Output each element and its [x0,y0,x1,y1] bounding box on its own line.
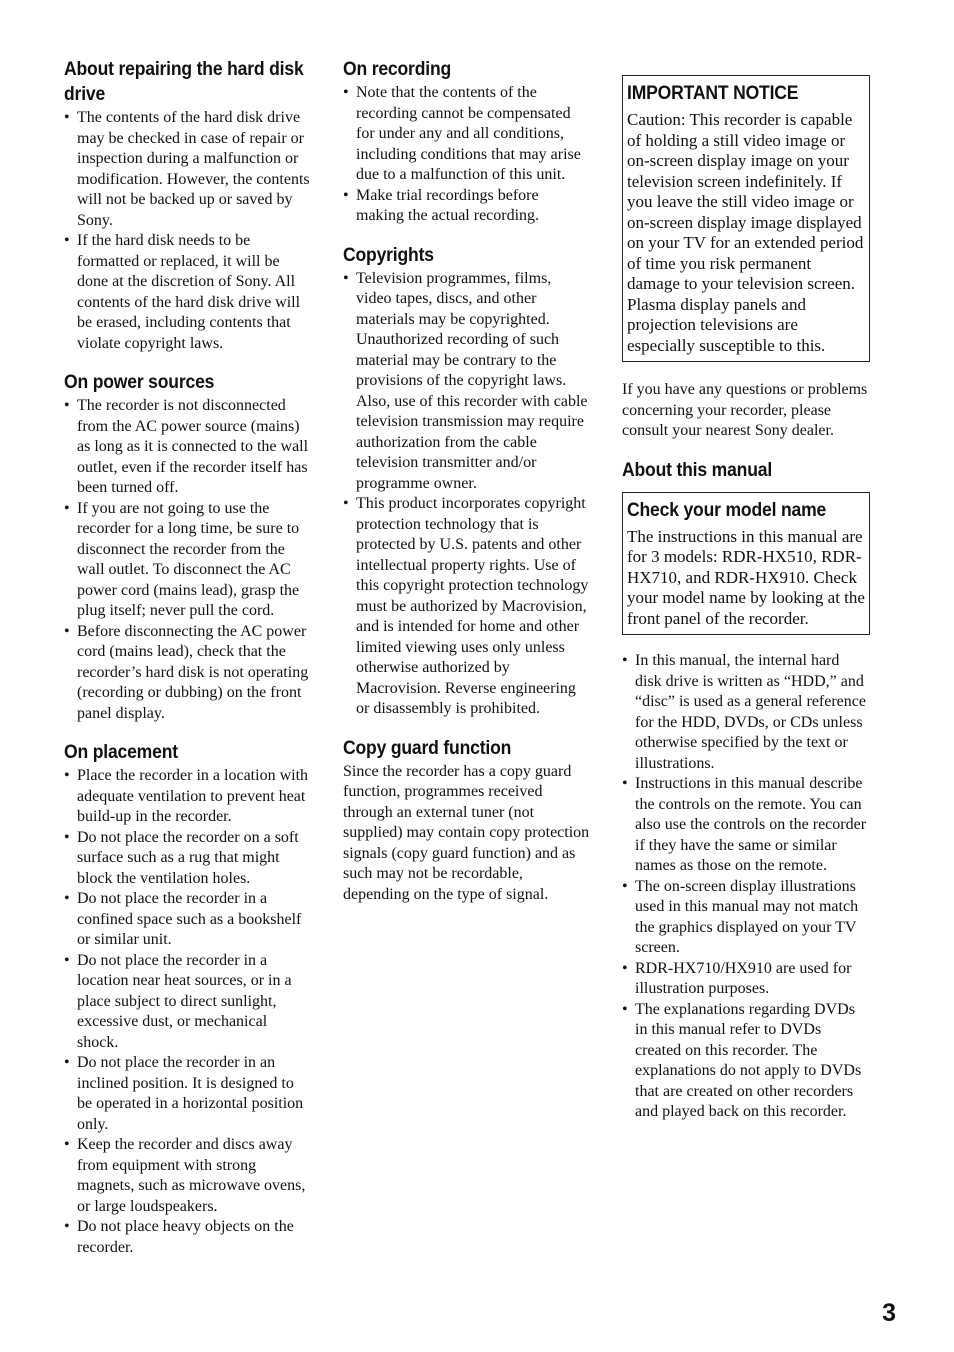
model-name-box [622,492,870,636]
section-copyrights [343,243,590,720]
list-item: • Place the recorder in a location with adequate ventilation to prevent heat build-up in the recorder. [64,766,310,828]
heading-about-manual: About this manual [622,458,773,481]
model-name-text: The instructions in this manual are for 3 models: RDR-HX510, RDR-HX710, and RDR-HX910. Check your model name by looking at the front panel of the recorder. [627,526,865,628]
list-placement [64,766,310,1258]
column-left [64,57,310,1274]
list-item: • Do not place the recorder on a soft surface such as a rug that might block the ventilation holes. [64,828,310,890]
list-recording [343,83,590,227]
heading-repairing: About repairing the hard disk drive [64,58,304,105]
list-copyrights [343,269,590,720]
list-item: • Before disconnecting the AC power cord (mains lead), check that the recorder’s hard disk is not operating (recording or dubbing) on the front panel display. [64,622,310,725]
heading-recording: On recording [343,58,452,80]
heading-power-sources: On power sources [64,371,215,393]
important-notice-text: Caution: This recorder is capable of holding a still video image or on-screen display image on your television screen indefinitely. If you leave the still video image or on-screen display image displayed on your TV for an extended period of time you risk permanent damage to your television screen. Plasma display panels and projection televisions are especially susceptible to this. [627,110,864,355]
list-item: • Do not place heavy objects on the recorder. [64,1217,310,1258]
heading-placement: On placement [64,741,178,763]
list-item: • Make trial recordings before making the actual recording. [343,186,590,227]
heading-copy-guard: Copy guard function [343,736,512,759]
important-notice-box [622,75,870,362]
list-item: • Note that the contents of the recording cannot be compensated for under any and all conditions, including conditions that may arise due to a malfunction of this unit. [343,83,590,186]
list-item: • If you are not going to use the recorder for a long time, be sure to disconnect the recorder from the wall outlet. To disconnect the AC power cord (mains lead), grasp the plug itself; never pull the cord. [64,499,310,622]
list-item: • Do not place the recorder in an inclined position. It is designed to be operated in a horizontal position only. [64,1053,310,1135]
list-about-manual [622,651,870,1123]
copy-guard-paragraph: Since the recorder has a copy guard function, programmes received through an external tuner (not supplied) may contain copy protection signals (copy guard function) and as such may not be recordable, depending on the type of signal. [343,762,590,903]
list-item: • Keep the recorder and discs away from equipment with strong magnets, such as microwave ovens, or large loudspeakers. [64,1135,310,1217]
column-right [622,75,870,1123]
list-item: • Television programmes, films, video tapes, discs, and other materials may be copyrighted. Unauthorized recording of such material may be contrary to the provisions of the copyright laws. Also, use of this recorder with cable television transmission may require authorization from the cable television transmitter and/or programme owner. [343,269,590,495]
section-power-sources [64,370,310,724]
section-repairing [64,57,310,354]
heading-copyrights: Copyrights [343,243,434,266]
list-item: • RDR-HX710/HX910 are used for illustration purposes. [622,959,870,1000]
section-copy-guard [343,736,590,906]
list-item: • The recorder is not disconnected from the AC power source (mains) as long as it is connected to the wall outlet, even if the recorder itself has been turned off. [64,396,310,499]
list-item: • In this manual, the internal hard disk drive is written as “HDD,” and “disc” is used as a general reference for the HDD, DVDs, or CDs unless otherwise specified by the text or illustrations. [622,651,870,774]
column-middle [343,57,590,921]
list-item: • The explanations regarding DVDs in this manual refer to DVDs created on this recorder. The explanations do not apply to DVDs that are created on other recorders and played back on this recorder. [622,1000,870,1123]
list-item: • If the hard disk needs to be formatted or replaced, it will be done at the discretion of Sony. All contents of the hard disk drive will be erased, including contents that violate copyright laws. [64,231,310,354]
section-recording [343,57,590,227]
list-item: • Do not place the recorder in a confined space such as a bookshelf or similar unit. [64,889,310,951]
list-item: • The contents of the hard disk drive may be checked in case of repair or inspection during a malfunction or modification. However, the contents will not be backed up or saved by Sony. [64,108,310,231]
section-placement [64,740,310,1258]
list-item: • The on-screen display illustrations used in this manual may not match the graphics displayed on your TV screen. [622,877,870,959]
page-number: 3 [882,1299,896,1327]
contact-text: If you have any questions or problems concerning your recorder, please consult your nearest Sony dealer. [622,381,868,439]
list-power-sources [64,396,310,724]
list-item: • Do not place the recorder in a location near heat sources, or in a place subject to direct sunlight, excessive dust, or mechanical shock. [64,951,310,1054]
model-name-heading: Check your model name [627,498,827,521]
important-notice-heading: IMPORTANT NOTICE [627,82,799,104]
list-item: • Instructions in this manual describe the controls on the remote. You can also use the controls on the recorder if they have the same or similar names as those on the remote. [622,774,870,877]
list-repairing [64,108,310,354]
list-item: • This product incorporates copyright protection technology that is protected by U.S. patents and other intellectual property rights. Use of this copyright protection technology must be authorized by Macrovision, and is intended for home and other limited viewing uses only unless otherwise authorized by Macrovision. Reverse engineering or disassembly is prohibited. [343,494,590,720]
